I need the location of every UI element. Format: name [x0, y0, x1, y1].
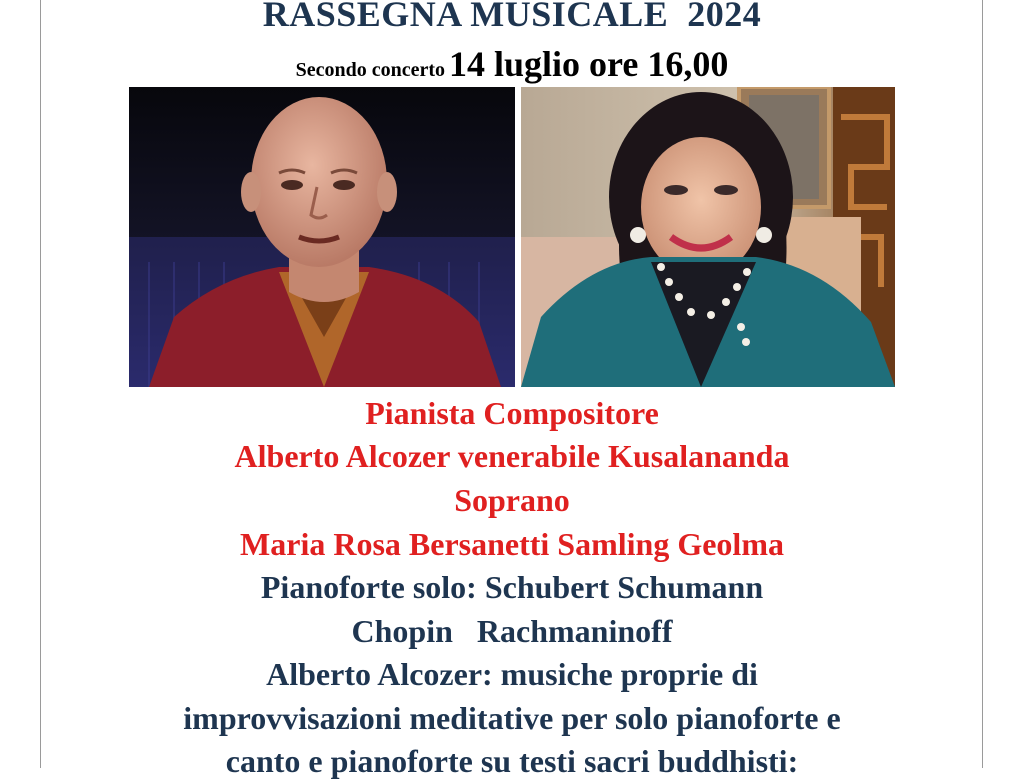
poster-title: RASSEGNA MUSICALE 2024: [262, 0, 762, 34]
program-composers: Chopin Rachmaninoff: [351, 613, 673, 649]
performer-role-soprano: Soprano: [454, 482, 570, 518]
concert-date-time: 14 luglio ore 16,00: [449, 44, 729, 84]
soprano-photo: [521, 87, 895, 387]
program-piano-solo: Pianoforte solo: Schubert Schumann: [260, 569, 764, 605]
program-sacred-texts: canto e pianoforte su testi sacri buddhisti:: [225, 743, 799, 779]
program-improvisations: improvvisazioni meditative per solo pianoforte e: [183, 700, 841, 736]
performer-name-pianist: Alberto Alcozer venerabile Kusalananda: [234, 438, 790, 474]
performer-role-pianist: Pianista Compositore: [365, 395, 659, 431]
program-own-music: Alberto Alcozer: musiche proprie di: [266, 656, 758, 692]
performer-name-soprano: Maria Rosa Bersanetti Samling Geolma: [240, 526, 784, 562]
pianist-photo: [129, 87, 515, 387]
concert-number: Secondo concerto: [295, 59, 446, 81]
